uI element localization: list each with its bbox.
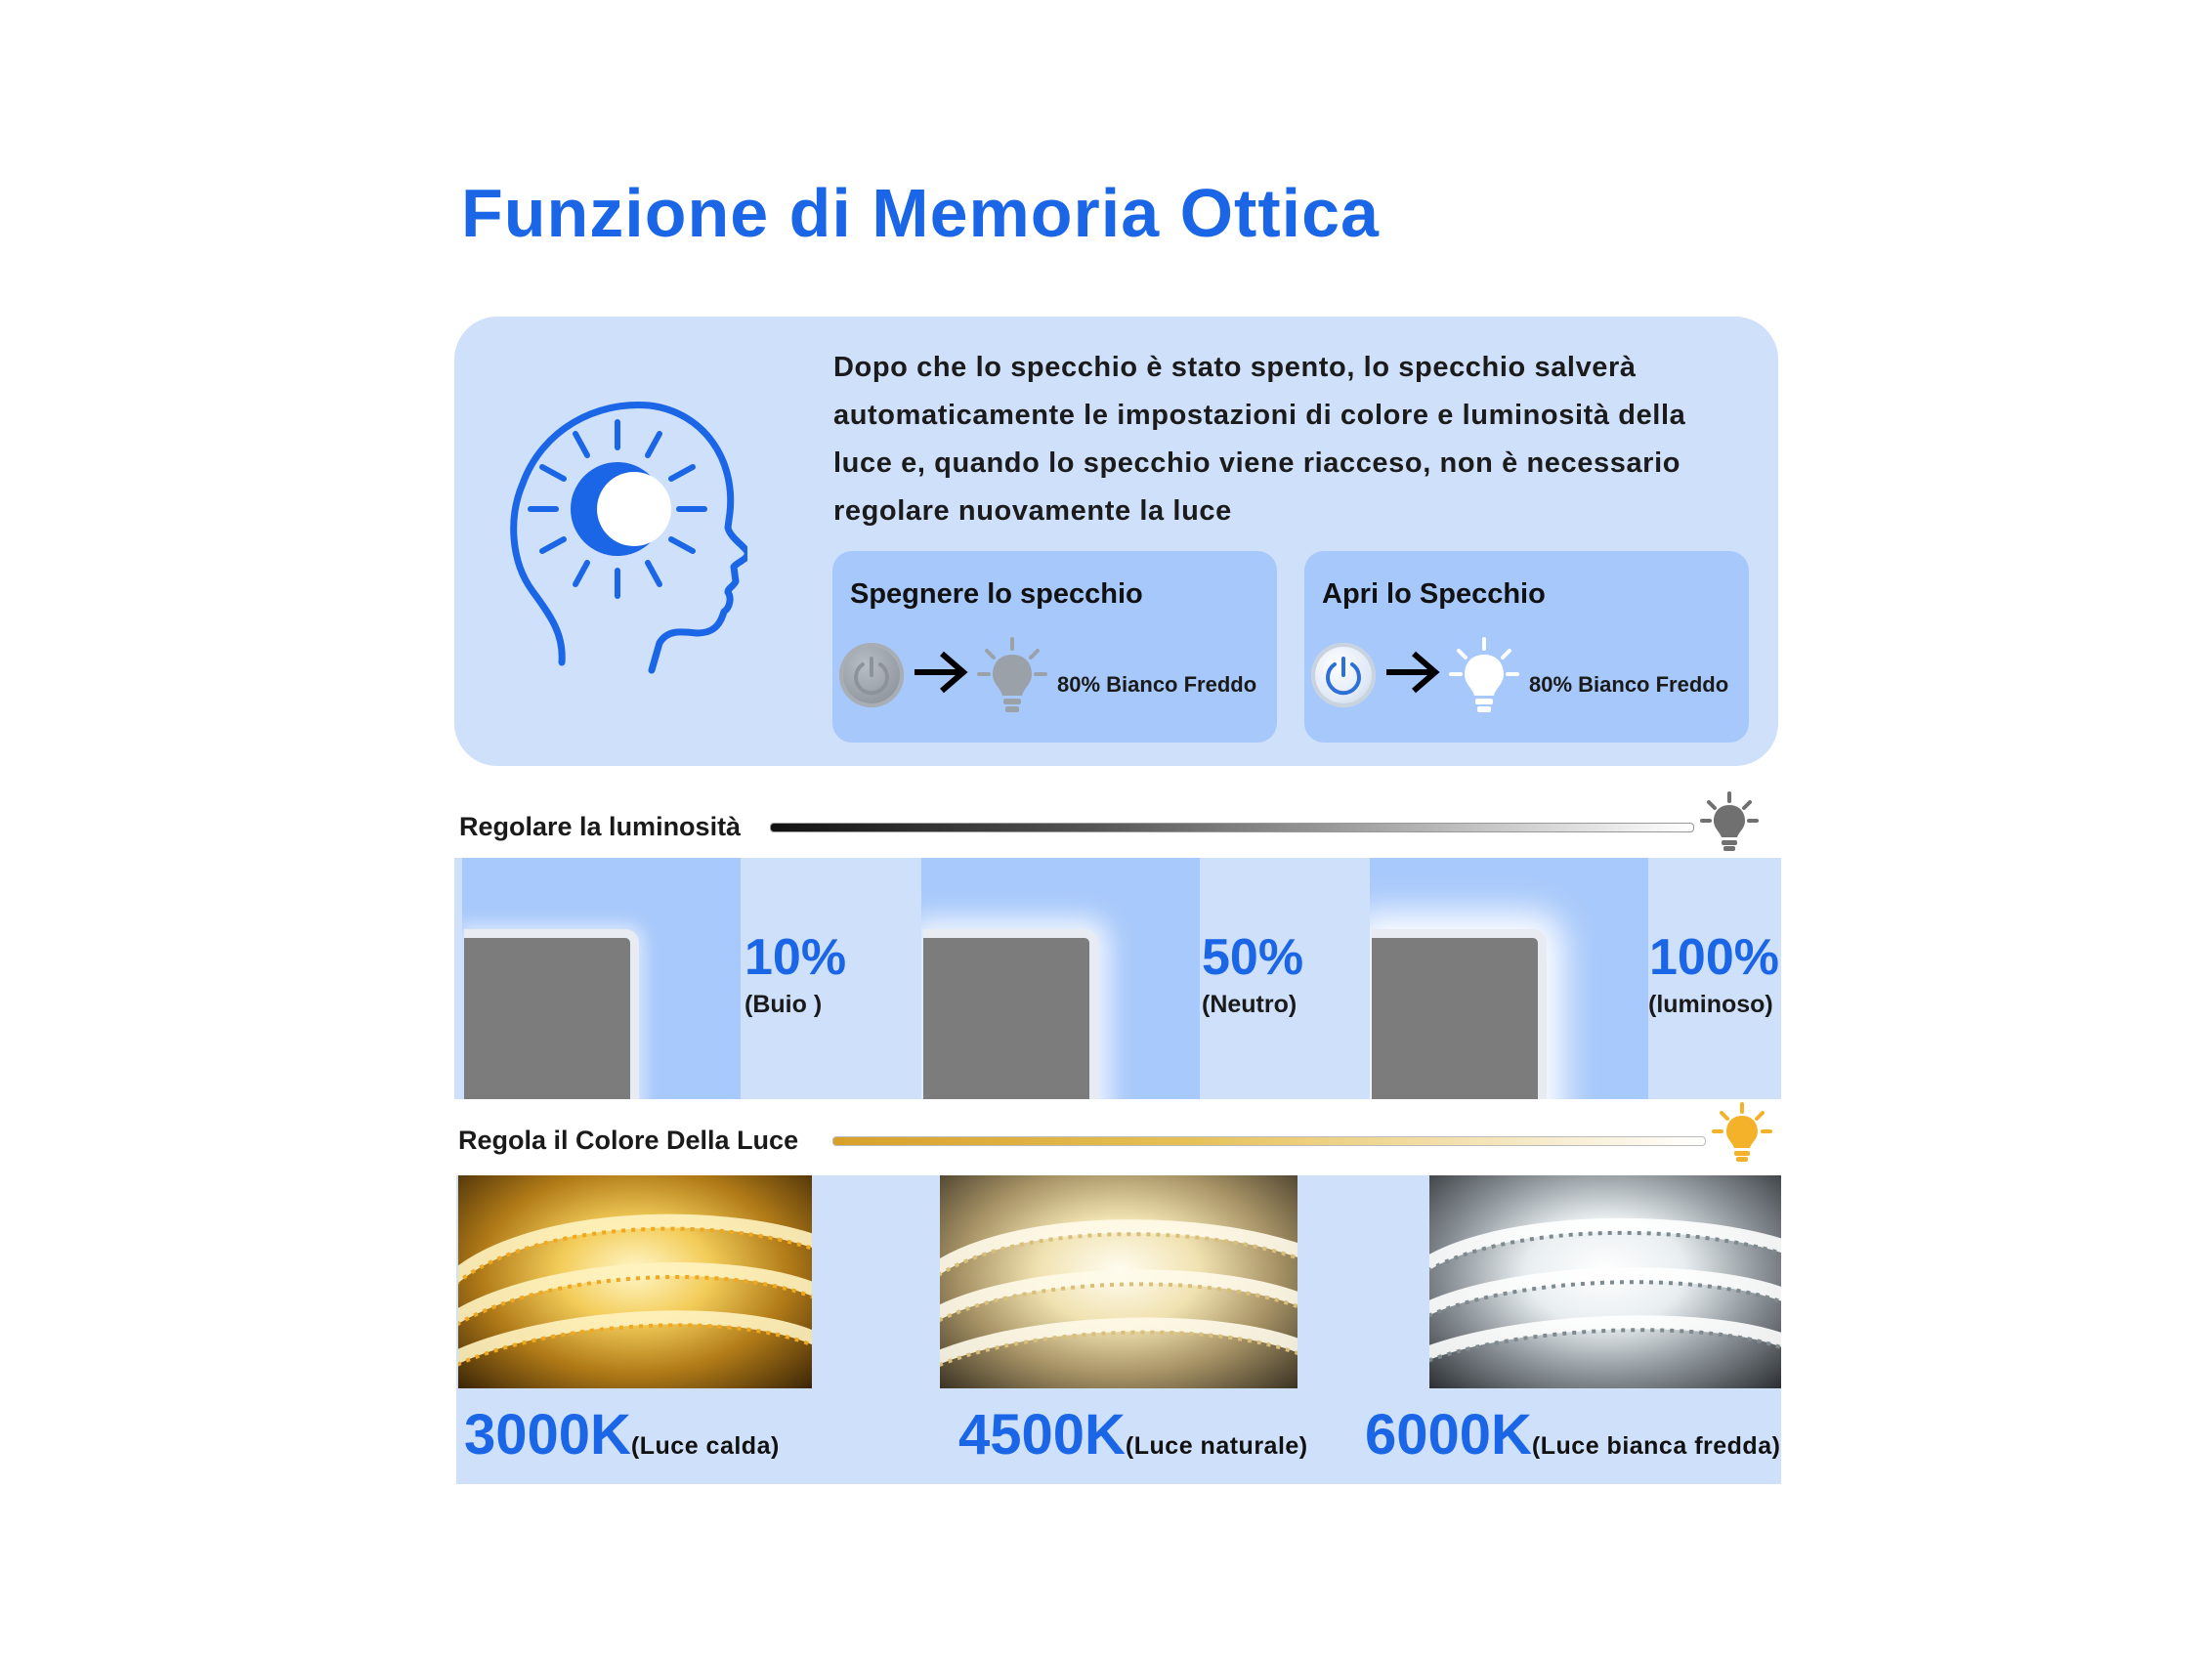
bulb-on-icon [1449, 637, 1519, 715]
card-value: 80% Bianco Freddo [1057, 672, 1257, 697]
kelvin-desc: (Luce naturale) [1125, 1432, 1308, 1460]
brightness-desc: (luminoso) [1648, 991, 1773, 1018]
brightness-levels [454, 858, 1781, 1099]
mirror-preview-dark [462, 858, 741, 1099]
led-strip-cold-photo [1429, 1175, 1781, 1388]
card-title: Spegnere lo specchio [850, 578, 1143, 610]
brightness-value: 100% [1649, 929, 1779, 986]
brightness-value: 10% [744, 929, 847, 986]
card-title: Apri lo Specchio [1322, 578, 1546, 610]
mirror-on-card [1304, 551, 1749, 743]
color-temp [958, 1402, 1308, 1468]
card-value: 80% Bianco Freddo [1529, 672, 1729, 697]
power-icon [839, 643, 904, 707]
brightness-value: 50% [1202, 929, 1304, 986]
arrow-right-icon [913, 650, 969, 695]
brightness-desc: (Neutro) [1202, 991, 1297, 1018]
led-strip-warm-photo [458, 1175, 812, 1388]
color-label: Regola il Colore Della Luce [458, 1126, 799, 1155]
mirror-preview-neutral [921, 858, 1200, 1099]
brightness-label: Regolare la luminosità [459, 812, 742, 841]
brightness-desc: (Buio ) [744, 991, 823, 1018]
head-sun-moon-icon [503, 391, 747, 674]
page-title: Funzione di Memoria Ottica [461, 175, 1380, 251]
color-gradient-bar [832, 1136, 1706, 1146]
bulb-off-icon [977, 637, 1047, 715]
led-strip-natural-photo [940, 1175, 1297, 1388]
bulb-icon [1700, 791, 1759, 852]
bulb-warm-icon [1712, 1102, 1772, 1163]
color-temp [1365, 1402, 1780, 1468]
arrow-right-icon [1384, 650, 1441, 695]
color-temperatures [456, 1175, 1781, 1484]
memory-description: Dopo che lo specchio è stato spento, lo specchio salverà automaticamente le impostazioni di colore e luminosità della luce e, quando lo specchio viene riacceso, non è necessario regolare nuovamente la luce [833, 352, 1686, 527]
kelvin-value: 6000K [1365, 1403, 1532, 1467]
mirror-preview-bright [1370, 858, 1648, 1099]
power-icon [1311, 643, 1376, 707]
kelvin-value: 3000K [464, 1403, 631, 1467]
mirror-off-card [832, 551, 1277, 743]
color-temp [464, 1402, 780, 1468]
brightness-gradient-bar [770, 823, 1694, 832]
kelvin-value: 4500K [958, 1403, 1126, 1467]
kelvin-desc: (Luce calda) [630, 1432, 780, 1460]
kelvin-desc: (Luce bianca fredda) [1531, 1432, 1781, 1460]
